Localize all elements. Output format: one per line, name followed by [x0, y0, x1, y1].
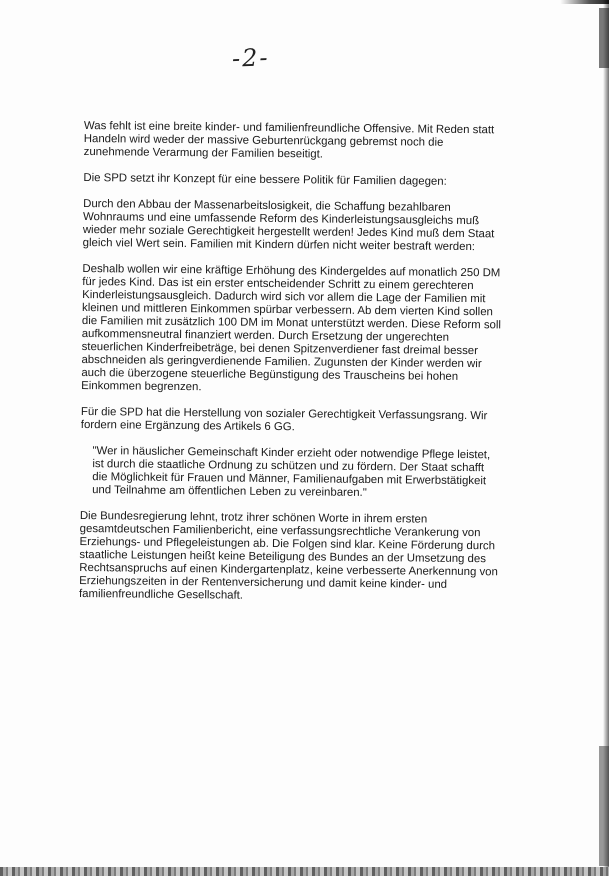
- text-line: Für die SPD hat die Herstellung von sozialer Gerechtigkeit Verfassungsrang. Wir: [80, 405, 488, 423]
- paragraph-bundesregierung: [79, 510, 512, 606]
- text-line: Die SPD setzt ihr Konzept für eine bessere Politik für Familien dagegen:: [83, 171, 447, 188]
- text-line: Deshalb wollen wir eine kräftige Erhöhung des Kindergeldes auf monatlich 250 DM: [82, 262, 501, 280]
- text-line: Einkommen begrenzen.: [81, 379, 202, 394]
- scan-edge-right: [603, 0, 609, 876]
- text-line: steuerlichen Kinderfreibeträge, bei denen Spitzenverdiener fast dreimal besser: [81, 340, 479, 358]
- text-line: staatliche Leistungen heißt keine Beteiligung des Bundes an der Umsetzung des: [79, 548, 487, 566]
- text-line: wieder mehr soziale Gerechtigkeit hergestellt werden! Jedes Kind muß dem Staat: [82, 223, 495, 241]
- text-line: fordern eine Ergänzung des Artikels 6 GG.: [80, 418, 295, 434]
- paragraph-spd-concept: [83, 172, 515, 190]
- text-line: Die Bundesregierung lehnt, trotz ihrer schönen Worte in ihrem ersten: [79, 509, 428, 526]
- paragraph-kindergeld: [81, 263, 514, 398]
- text-line: abschneiden als geringverdienende Familien. Zugunsten der Kinder werden wir: [81, 353, 482, 371]
- quote-line: die Möglichkeit für Frauen und Männer, Familienaufgaben mit Erwerbstätigkeit: [92, 471, 487, 488]
- scan-shadow-top: [599, 8, 609, 68]
- text-line: Was fehlt ist eine breite kinder- und familienfreundliche Offensive. Mit Reden statt: [83, 120, 495, 137]
- text-line: Wohnraums und eine umfassende Reform des Kinderleistungsausgleichs muß: [82, 210, 480, 228]
- text-line: Durch den Abbau der Massenarbeitslosigkeit, die Schaffung bezahlbaren: [83, 197, 451, 214]
- quote-article-6: [92, 445, 513, 501]
- text-line: die Familien mit zusätzlich 100 DM im Monat unterstützt werden. Diese Reform soll: [81, 314, 502, 332]
- document-body: [79, 120, 516, 618]
- text-line: aufkommensneutral finanziert werden. Durch Ersetzung der ungerechten: [81, 327, 450, 344]
- text-line: Kinderleistungsausgleich. Dadurch wird sich vor allem die Lage der Familien mit: [82, 288, 486, 306]
- scan-edge-top: [560, 0, 609, 4]
- scan-shadow-bottom: [599, 746, 609, 866]
- paragraph-social-justice: [83, 198, 516, 255]
- text-line: für jedes Kind. Das ist ein erster entscheidender Schritt zu einem gerechteren: [82, 275, 474, 293]
- text-line: auch die überzogene steuerliche Begünstigung des Trauscheins bei hohen: [81, 366, 459, 383]
- text-line: Handeln wird weder der massive Geburtenrückgang gebremst noch die: [83, 132, 444, 149]
- paragraph-verfassungsrang: [81, 406, 513, 437]
- quote-line: ist durch die staatliche Ordnung zu schützen und zu fördern. Der Staat schafft: [92, 458, 485, 475]
- text-line: kleinen und mittleren Einkommen spürbar verbessern. Ab dem vierten Kind sollen: [81, 301, 493, 319]
- text-line: Erziehungs- und Pflegeleistungen ab. Die Folgen sind klar. Keine Förderung durch: [79, 535, 496, 553]
- page-number: -2-: [231, 43, 270, 73]
- paragraph-offensive: [84, 120, 516, 164]
- text-line: zunehmende Verarmung der Familien beseitigt.: [83, 145, 324, 161]
- text-line: Rechtsanspruchs auf einen Kindergartenplatz, keine verbesserte Anerkennung von: [79, 561, 498, 579]
- quote-line: und Teilnahme am öffentlichen Leben zu vereinbaren.": [92, 484, 367, 499]
- text-line: gleich viel Wert sein. Familien mit Kindern dürfen nicht weiter bestraft werden:: [82, 236, 476, 254]
- quote-line: "Wer in häuslicher Gemeinschaft Kinder erzieht oder notwendige Pflege leistet,: [92, 445, 491, 462]
- text-line: familienfreundliche Gesellschaft.: [78, 587, 244, 602]
- scan-edge-bottom: [0, 867, 609, 876]
- text-line: gesamtdeutschen Familienbericht, eine verfassungsrechtliche Verankerung von: [79, 522, 481, 540]
- text-line: Erziehungszeiten in der Rentenversicherung und damit keine kinder- und: [79, 574, 448, 591]
